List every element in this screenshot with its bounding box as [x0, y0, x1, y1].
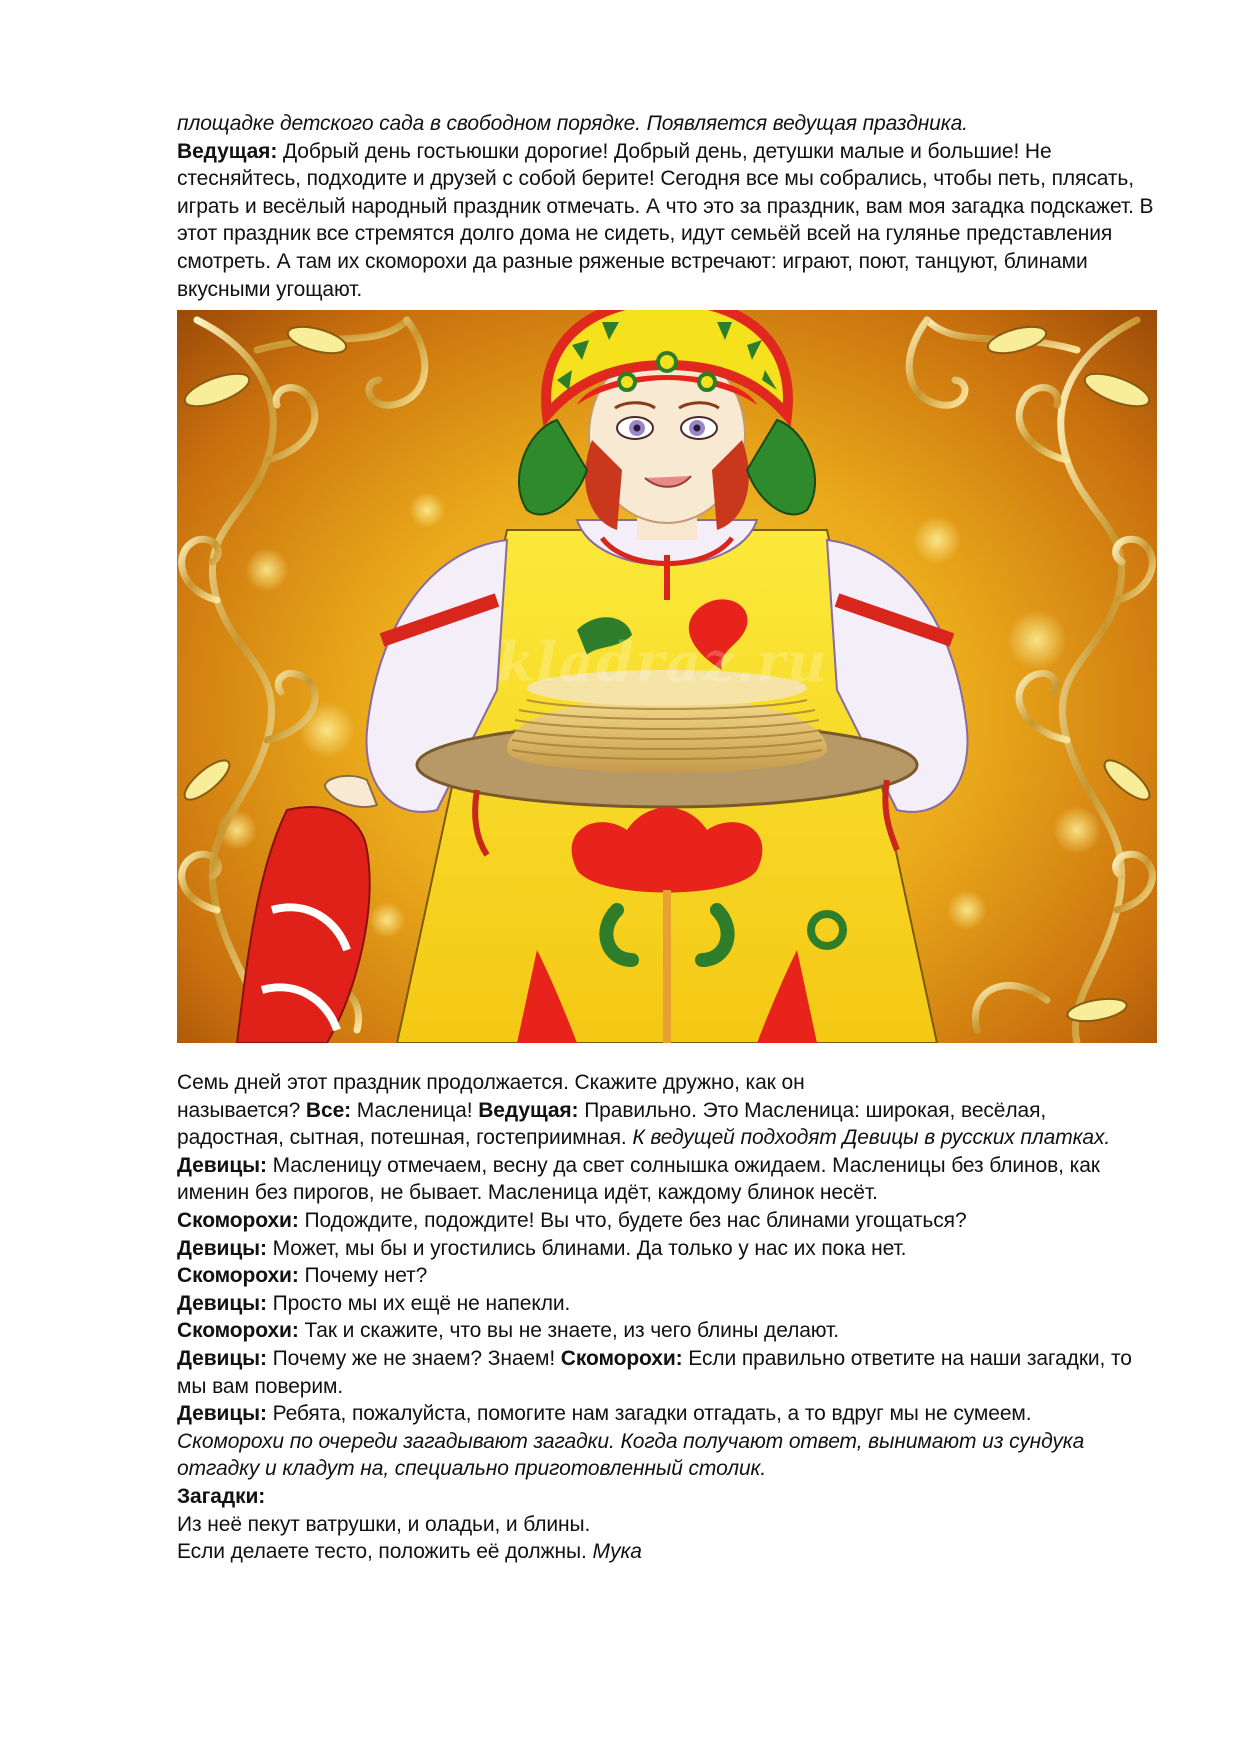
stage-direction: К ведущей подходят Девицы в русских платках.: [632, 1126, 1111, 1150]
paragraph: [177, 1317, 1157, 1345]
dialogue-text: Почему же не знаем? Знаем!: [272, 1346, 561, 1370]
speaker-label: Скоморохи:: [177, 1319, 305, 1343]
speaker-label: Девицы:: [177, 1291, 273, 1315]
paragraph: [177, 138, 1157, 304]
dialogue-text: Почему нет?: [304, 1264, 428, 1288]
speaker-label: Девицы:: [177, 1153, 273, 1177]
speaker-label: Скоморохи:: [177, 1208, 305, 1232]
speaker-label: Загадки:: [177, 1484, 266, 1508]
stage-direction: Мука: [592, 1540, 642, 1564]
paragraph: [177, 1235, 1157, 1263]
paragraph: [177, 1483, 1157, 1511]
dialogue-text: Добрый день гостьюшки дорогие! Добрый день, детушки малые и большие! Не стесняйтесь, подходите и друзей с собой берите! Сегодня все мы собрались, чтобы петь, плясать, играть и весёлый народный праздник отмечать. А что это за праздник, вам моя загадка подскажет. В этот праздник все стремятся долго дома не сидеть, идут семьёй всей на гулянье представления смотреть. А там их скоморохи да разные ряженые встречают: играют, поют, танцуют, блинами вкусными угощают.: [177, 139, 1154, 301]
dialogue-text: Просто мы их ещё не напекли.: [272, 1291, 571, 1315]
dialogue-text: Правильно. Это Масленица: широкая, весёлая, радостная, сытная, потешная, гостеприимная.: [177, 1098, 1047, 1150]
maslenitsa-illustration: [177, 310, 1157, 1043]
speaker-label: Ведущая:: [177, 139, 283, 163]
dialogue-text: Семь дней этот праздник продолжается. Скажите дружно, как он: [177, 1071, 805, 1094]
dialogue-text: Если делаете тесто, положить её должны.: [177, 1540, 593, 1564]
dialogue-text: Из неё пекут ватрушки, и оладьи, и блины.: [177, 1512, 591, 1536]
dialogue-text: Может, мы бы и угостились блинами. Да только у нас их пока нет.: [272, 1236, 907, 1260]
paragraph: [177, 1538, 1157, 1566]
paragraph: [177, 1069, 1157, 1097]
paragraph: [177, 1345, 1157, 1400]
paragraph: [177, 1152, 1157, 1207]
bottom-text-block: [177, 1069, 1157, 1566]
paragraph: [177, 110, 1157, 138]
speaker-label: Все:: [305, 1098, 357, 1122]
stage-direction: Скоморохи по очереди загадывают загадки. Когда получают ответ, вынимают из сундука отгадку и кладут на, специально приготовленный столик.: [177, 1429, 1085, 1481]
paragraph: [177, 1511, 1157, 1539]
watermark: kladraz.ru: [497, 630, 829, 694]
dialogue-text: Ребята, пожалуйста, помогите нам загадки отгадать, а то вдруг мы не сумеем.: [272, 1402, 1032, 1426]
dialogue-text: Масленица!: [356, 1098, 479, 1122]
dialogue-text: называется?: [177, 1098, 306, 1122]
paragraph: [177, 1262, 1157, 1290]
dialogue-text: Так и скажите, что вы не знаете, из чего блины делают.: [304, 1319, 839, 1343]
dialogue-text: Подождите, подождите! Вы что, будете без нас блинами угощаться?: [304, 1208, 967, 1232]
red-scarf: [237, 807, 370, 1043]
speaker-label: Скоморохи:: [177, 1264, 305, 1288]
paragraph: [177, 1290, 1157, 1318]
paragraph: [177, 1400, 1157, 1428]
speaker-label: Девицы:: [177, 1402, 273, 1426]
paragraph: [177, 1097, 1157, 1152]
speaker-label: Ведущая:: [478, 1098, 585, 1122]
top-text-block: [177, 110, 1157, 303]
speaker-label: Девицы:: [177, 1236, 273, 1260]
speaker-label: Девицы:: [177, 1346, 273, 1370]
speaker-label: Скоморохи:: [560, 1346, 689, 1370]
dialogue-text: Масленицу отмечаем, весну да свет солнышка ожидаем. Масленицы без блинов, как именин без пирогов, не бывает. Масленица идёт, каждому блинок несёт.: [177, 1153, 1100, 1205]
paragraph: [177, 1428, 1157, 1483]
stage-direction: площадке детского сада в свободном порядке. Появляется ведущая праздника.: [177, 112, 968, 135]
dialogue-text: Если правильно ответите на наши загадки, то мы вам поверим.: [177, 1346, 1132, 1398]
paragraph: [177, 1207, 1157, 1235]
